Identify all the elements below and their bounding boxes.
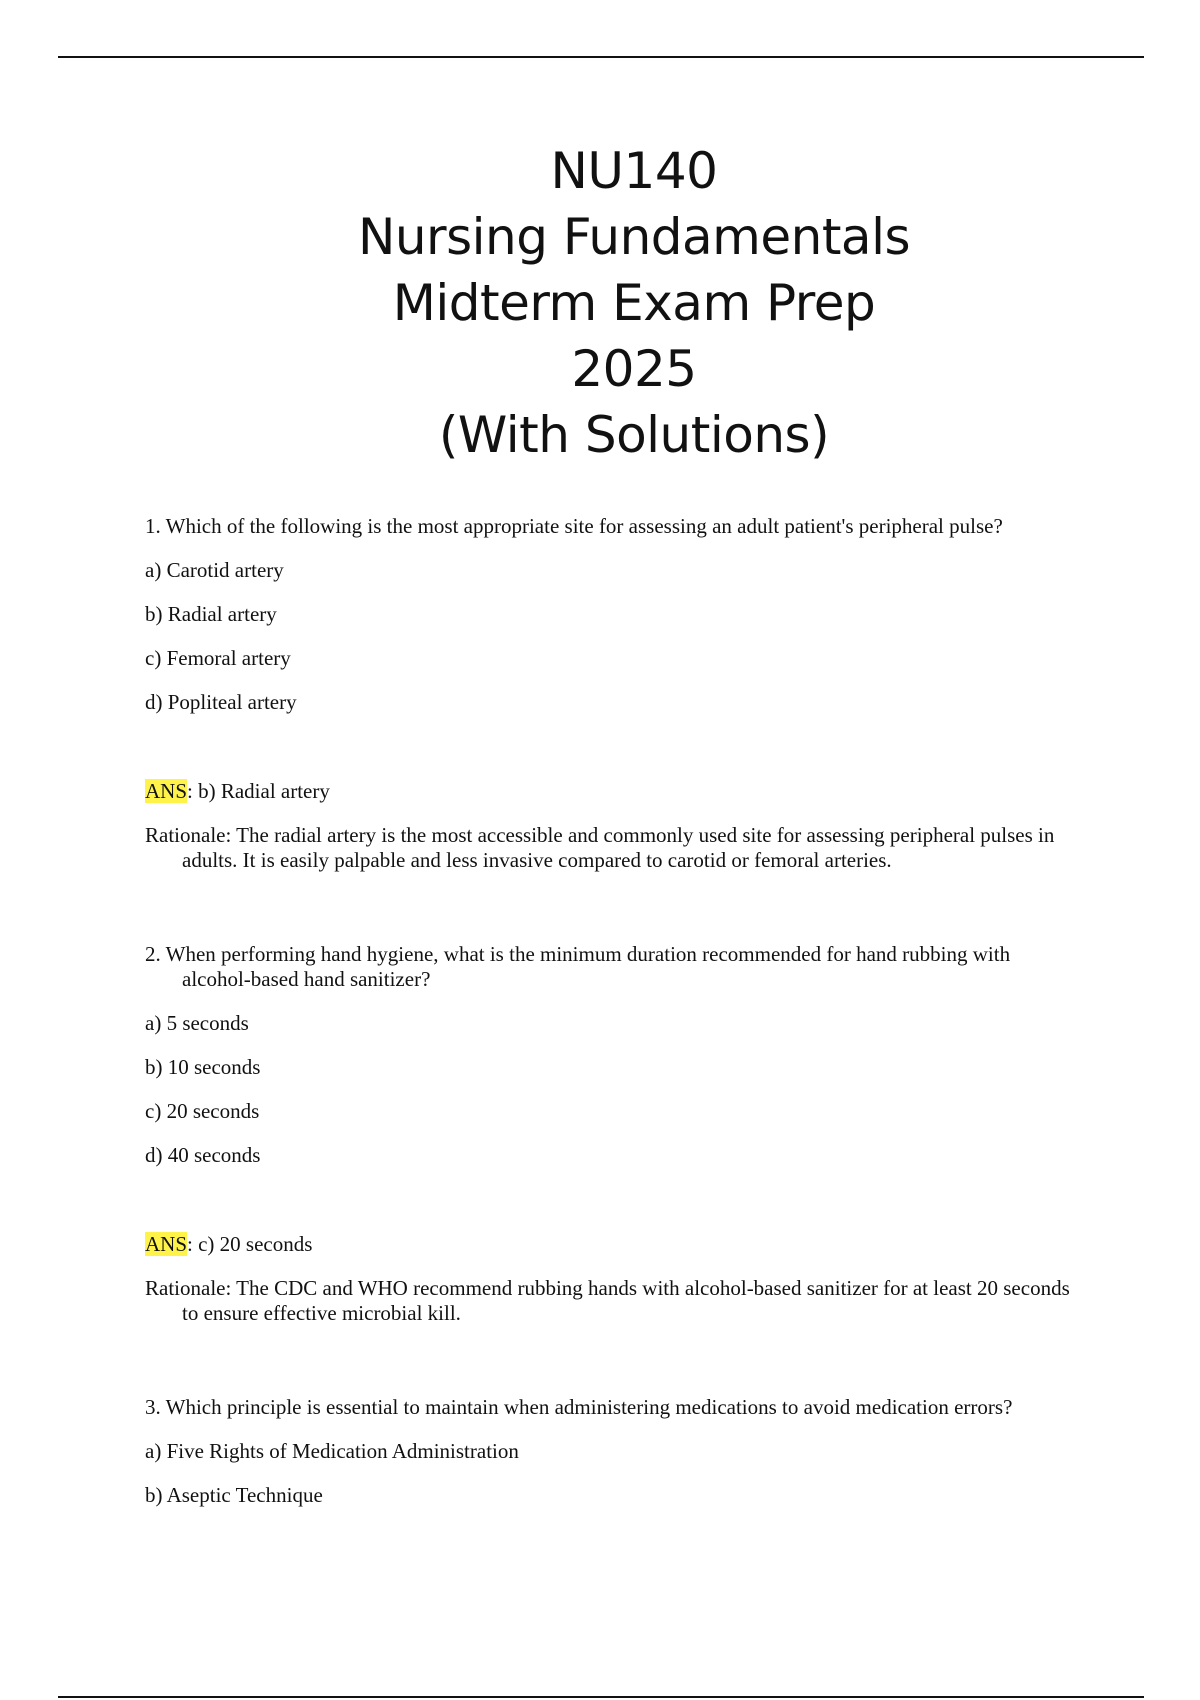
bottom-rule: [58, 1696, 1144, 1698]
question-text: 2. When performing hand hygiene, what is the minimum duration recommended for hand rubbing with alcohol-based hand sanitizer?: [145, 942, 1011, 991]
answer-option: a) 5 seconds: [145, 1011, 249, 1035]
answer-option: b) 10 seconds: [145, 1055, 261, 1079]
question-text: 1. Which of the following is the most appropriate site for assessing an adult patient's peripheral pulse?: [145, 514, 1003, 538]
title-year: 2025: [571, 340, 697, 398]
rationale-text: Rationale: The radial artery is the most accessible and commonly used site for assessing peripheral pulses in adults. It is easily palpable and less invasive compared to carotid or femoral arteries.: [145, 823, 1055, 872]
question-block-3: [145, 1395, 1075, 1508]
question-block-2: [145, 942, 1075, 1326]
rationale-text: Rationale: The CDC and WHO recommend rubbing hands with alcohol-based sanitizer for at least 20 seconds to ensure effective microbial kill.: [145, 1276, 1070, 1325]
answer-option: b) Aseptic Technique: [145, 1483, 323, 1507]
title-course-code: NU140: [550, 142, 718, 200]
title-course-name: Nursing Fundamentals: [357, 208, 911, 266]
top-rule: [58, 56, 1144, 58]
title-subtitle: (With Solutions): [438, 406, 830, 464]
question-block-1: [145, 514, 1075, 873]
title-exam-name: Midterm Exam Prep: [392, 274, 876, 332]
answer-option: b) Radial artery: [145, 602, 277, 626]
answer-option: d) Popliteal artery: [145, 690, 297, 714]
answer-line: [145, 1232, 1075, 1257]
ans-highlight-label: ANS: [145, 1232, 188, 1256]
answer-line: [145, 779, 1075, 804]
ans-highlight-label: ANS: [145, 779, 188, 803]
answer-text: : c) 20 seconds: [187, 1232, 313, 1256]
answer-option: c) 20 seconds: [145, 1099, 260, 1123]
exam-content: [145, 514, 1075, 1508]
answer-option: a) Five Rights of Medication Administration: [145, 1439, 519, 1463]
answer-option: c) Femoral artery: [145, 646, 291, 670]
document-title: [0, 138, 1200, 468]
answer-option: a) Carotid artery: [145, 558, 284, 582]
answer-option: d) 40 seconds: [145, 1143, 261, 1167]
answer-text: : b) Radial artery: [187, 779, 330, 803]
question-text: 3. Which principle is essential to maintain when administering medications to avoid medication errors?: [145, 1395, 1013, 1419]
